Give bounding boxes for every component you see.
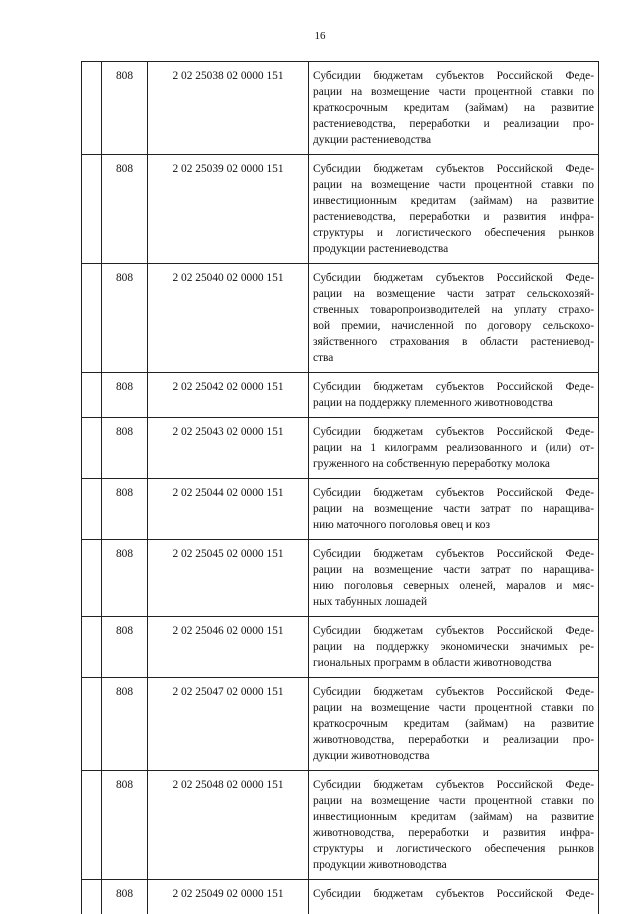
description-line: Субсидии бюджетам субъектов Российской Феде- — [313, 379, 594, 395]
admin-code-cell: 808 — [102, 264, 148, 373]
admin-code-cell: 808 — [102, 617, 148, 678]
table-row — [82, 540, 599, 617]
description-line: Субсидии бюджетам субъектов Российской Феде- — [313, 684, 594, 700]
description-line: животноводства, переработки и развития инфра- — [313, 825, 594, 841]
budget-code-cell: 2 02 25048 02 0000 151 — [148, 771, 309, 880]
admin-code-cell: 808 — [102, 62, 148, 155]
blank-cell — [82, 155, 102, 264]
budget-code-cell: 2 02 25042 02 0000 151 — [148, 373, 309, 418]
description-line: Субсидии бюджетам субъектов Российской Феде- — [313, 161, 594, 177]
admin-code-cell: 808 — [102, 418, 148, 479]
description-cell — [309, 540, 599, 617]
description-line: нию поголовья северных оленей, маралов и мяс- — [313, 578, 594, 594]
admin-code-cell: 808 — [102, 479, 148, 540]
description-line: продукции растениеводства — [313, 241, 594, 257]
table-body — [82, 62, 599, 914]
description-cell — [309, 771, 599, 880]
table-row — [82, 62, 599, 155]
table-row — [82, 479, 599, 540]
description-cell — [309, 617, 599, 678]
description-line: рации на возмещение части процентной ставки по — [313, 84, 594, 100]
description-line: инвестиционным кредитам (займам) на развитие — [313, 193, 594, 209]
description-line: рации на поддержку племенного животноводства — [313, 395, 594, 411]
budget-classification-table — [81, 61, 599, 914]
table-row — [82, 264, 599, 373]
description-line: рации на поддержку экономически значимых ре- — [313, 639, 594, 655]
description-line: Субсидии бюджетам субъектов Российской Феде- — [313, 623, 594, 639]
description-line: ственных товаропроизводителей на уплату страхо- — [313, 302, 594, 318]
admin-code-cell: 808 — [102, 678, 148, 771]
description-line: рации на возмещение части затрат сельскохозяй- — [313, 286, 594, 302]
table-row — [82, 678, 599, 771]
description-line: продукции животноводства — [313, 857, 594, 873]
table-row — [82, 418, 599, 479]
description-line: рации на возмещение части процентной ставки по — [313, 700, 594, 716]
description-line: Субсидии бюджетам субъектов Российской Феде- — [313, 270, 594, 286]
description-line: рации на возмещение части затрат по наращива- — [313, 562, 594, 578]
blank-cell — [82, 264, 102, 373]
description-line: зяйственного страхования в области растениевод- — [313, 334, 594, 350]
blank-cell — [82, 373, 102, 418]
blank-cell — [82, 540, 102, 617]
description-line: Субсидии бюджетам субъектов Российской Феде- — [313, 777, 594, 793]
description-line: нию маточного поголовья овец и коз — [313, 517, 594, 533]
blank-cell — [82, 62, 102, 155]
budget-code-cell: 2 02 25046 02 0000 151 — [148, 617, 309, 678]
blank-cell — [82, 617, 102, 678]
table-row — [82, 373, 599, 418]
page-number: 16 — [0, 30, 640, 42]
budget-code-cell: 2 02 25043 02 0000 151 — [148, 418, 309, 479]
description-cell — [309, 479, 599, 540]
description-line: растениеводства, переработки и реализации про- — [313, 116, 594, 132]
description-cell — [309, 678, 599, 771]
description-line: дукции растениеводства — [313, 132, 594, 148]
budget-code-cell: 2 02 25044 02 0000 151 — [148, 479, 309, 540]
description-cell — [309, 264, 599, 373]
description-line: Субсидии бюджетам субъектов Российской Феде- — [313, 68, 594, 84]
budget-code-cell: 2 02 25045 02 0000 151 — [148, 540, 309, 617]
admin-code-cell: 808 — [102, 540, 148, 617]
admin-code-cell: 808 — [102, 771, 148, 880]
description-line: Субсидии бюджетам субъектов Российской Феде- — [313, 886, 594, 902]
table-row — [82, 155, 599, 264]
description-line: ных табунных лошадей — [313, 594, 594, 610]
blank-cell — [82, 418, 102, 479]
description-line: рации на 1 килограмм реализованного и (или) от- — [313, 440, 594, 456]
description-line: дукции животноводства — [313, 748, 594, 764]
description-line: гиональных программ в области животноводства — [313, 655, 594, 671]
description-line: структуры и логистического обеспечения рынков — [313, 841, 594, 857]
description-line: структуры и логистического обеспечения рынков — [313, 225, 594, 241]
description-line: ства — [313, 350, 594, 366]
description-line: Субсидии бюджетам субъектов Российской Феде- — [313, 485, 594, 501]
blank-cell — [82, 771, 102, 880]
table-row — [82, 771, 599, 880]
description-line: Субсидии бюджетам субъектов Российской Феде- — [313, 424, 594, 440]
description-line: вой премии, начисленной по договору сельскохо- — [313, 318, 594, 334]
budget-code-cell: 2 02 25047 02 0000 151 — [148, 678, 309, 771]
description-line: груженного на собственную переработку молока — [313, 456, 594, 472]
admin-code-cell: 808 — [102, 155, 148, 264]
description-cell — [309, 418, 599, 479]
admin-code-cell: 808 — [102, 373, 148, 418]
description-cell — [309, 373, 599, 418]
table-row — [82, 880, 599, 914]
admin-code-cell: 808 — [102, 880, 148, 914]
description-line: краткосрочным кредитам (займам) на развитие — [313, 100, 594, 116]
blank-cell — [82, 678, 102, 771]
budget-code-cell: 2 02 25049 02 0000 151 — [148, 880, 309, 914]
blank-cell — [82, 479, 102, 540]
budget-code-cell: 2 02 25038 02 0000 151 — [148, 62, 309, 155]
description-line: рации на возмещение части процентной ставки по — [313, 793, 594, 809]
description-line: краткосрочным кредитам (займам) на развитие — [313, 716, 594, 732]
description-line: рации на возмещение части процентной ставки по — [313, 177, 594, 193]
budget-code-cell: 2 02 25039 02 0000 151 — [148, 155, 309, 264]
description-cell — [309, 155, 599, 264]
description-line: животноводства, переработки и реализации про- — [313, 732, 594, 748]
description-cell — [309, 880, 599, 914]
table-row — [82, 617, 599, 678]
blank-cell — [82, 880, 102, 914]
budget-code-cell: 2 02 25040 02 0000 151 — [148, 264, 309, 373]
description-line: Субсидии бюджетам субъектов Российской Феде- — [313, 546, 594, 562]
description-cell — [309, 62, 599, 155]
description-line: рации на возмещение части затрат по наращива- — [313, 501, 594, 517]
description-line: инвестиционным кредитам (займам) на развитие — [313, 809, 594, 825]
description-line: растениеводства, переработки и развития инфра- — [313, 209, 594, 225]
